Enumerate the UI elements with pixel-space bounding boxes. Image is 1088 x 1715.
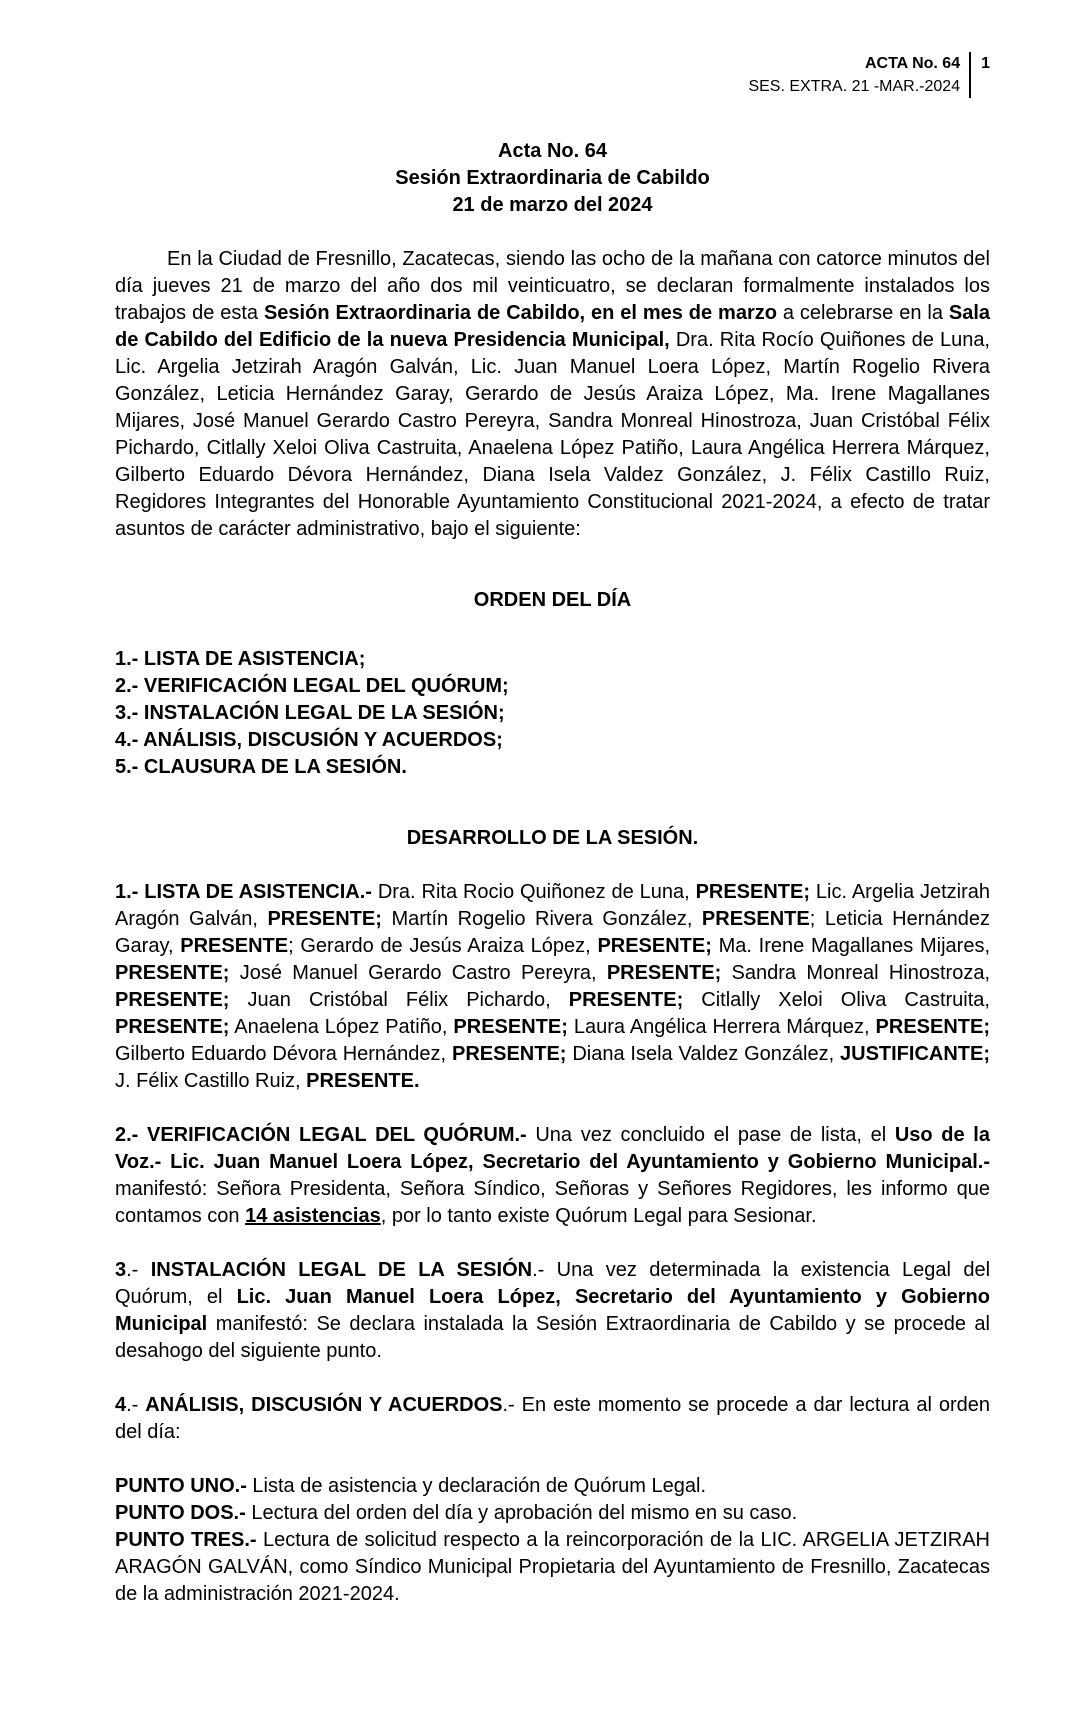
title-line-session: Sesión Extraordinaria de Cabildo	[395, 167, 710, 189]
acta-number-label: ACTA No. 64	[864, 55, 961, 72]
analysis-paragraph: 4.- ANÁLISIS, DISCUSIÓN Y ACUERDOS.- En este momento se procede a dar lectura al orden del día:	[115, 1394, 990, 1443]
agenda-item-4: 4.- ANÁLISIS, DISCUSIÓN Y ACUERDOS;	[115, 729, 503, 751]
running-header	[115, 52, 990, 98]
running-header-text	[748, 52, 960, 98]
intro-paragraph: En la Ciudad de Fresnillo, Zacatecas, siendo las ocho de la mañana con catorce minutos del día jueves 21 de marzo del año dos mil veinticuatro, se declaran formalmente instalados los trabajos de esta Sesión Extraordinaria de Cabildo, en el mes de marzo a celebrarse en la Sala de Cabildo del Edificio de la nueva Presidencia Municipal, Dra. Rita Rocío Quiñones de Luna, Lic. Argelia Jetzirah Aragón Galván, Lic. Juan Manuel Loera López, Martín Rogelio Rivera González, Leticia Hernández Garay, Gerardo de Jesús Araiza López, Ma. Irene Magallanes Mijares, José Manuel Gerardo Castro Pereyra, Sandra Monreal Hinostroza, Juan Cristóbal Félix Pichardo, Citlally Xeloi Oliva Castruita, Anaelena López Patiño, Laura Angélica Herrera Márquez, Gilberto Eduardo Dévora Hernández, Diana Isela Valdez González, J. Félix Castillo Ruiz, Regidores Integrantes del Honorable Ayuntamiento Constitucional 2021-2024, a efecto de tratar asuntos de carácter administrativo, bajo el siguiente:	[115, 248, 991, 540]
session-development-heading: DESARROLLO DE LA SESIÓN.	[406, 827, 699, 849]
agenda-item-1: 1.- LISTA DE ASISTENCIA;	[115, 648, 366, 670]
attendance-paragraph: 1.- LISTA DE ASISTENCIA.- Dra. Rita Rocio Quiñonez de Luna, PRESENTE; Lic. Argelia Jetzirah Aragón Galván, PRESENTE; Martín Rogelio Rivera González, PRESENTE; Leticia Hernández Garay, PRESENTE; Gerardo de Jesús Araiza López, PRESENTE; Ma. Irene Magallanes Mijares, PRESENTE; José Manuel Gerardo Castro Pereyra, PRESENTE; Sandra Monreal Hinostroza, PRESENTE; Juan Cristóbal Félix Pichardo, PRESENTE; Citlally Xeloi Oliva Castruita, PRESENTE; Anaelena López Patiño, PRESENTE; Laura Angélica Herrera Márquez, PRESENTE; Gilberto Eduardo Dévora Hernández, PRESENTE; Diana Isela Valdez González, JUSTIFICANTE; J. Félix Castillo Ruiz, PRESENTE.	[115, 881, 991, 1092]
agenda-item-5: 5.- CLAUSURA DE LA SESIÓN.	[115, 756, 407, 778]
title-line-acta: Acta No. 64	[498, 140, 607, 162]
installation-paragraph: 3.- INSTALACIÓN LEGAL DE LA SESIÓN.- Una vez determinada la existencia Legal del Quórum, el Lic. Juan Manuel Loera López, Secretario del Ayuntamiento y Gobierno Municipal manifestó: Se declara instalada la Sesión Extraordinaria de Cabildo y se procede al desahogo del siguiente punto.	[115, 1259, 991, 1362]
title-block	[115, 138, 990, 219]
agenda-item-2: 2.- VERIFICACIÓN LEGAL DEL QUÓRUM;	[115, 675, 509, 697]
puntos-block	[115, 1473, 990, 1608]
session-date-label: SES. EXTRA. 21 -MAR.-2024	[748, 78, 961, 95]
punto-uno-paragraph: PUNTO UNO.- Lista de asistencia y declaración de Quórum Legal.	[115, 1475, 707, 1497]
title-line-date: 21 de marzo del 2024	[452, 194, 653, 216]
agenda-list	[115, 646, 990, 781]
page-number: 1	[969, 52, 990, 98]
quorum-paragraph: 2.- VERIFICACIÓN LEGAL DEL QUÓRUM.- Una vez concluido el pase de lista, el Uso de la Voz.- Lic. Juan Manuel Loera López, Secretario del Ayuntamiento y Gobierno Municipal.- manifestó: Señora Presidenta, Señora Síndico, Señoras y Señores Regidores, les informo que contamos con 14 asistencias, por lo tanto existe Quórum Legal para Sesionar.	[115, 1124, 990, 1227]
agenda-item-3: 3.- INSTALACIÓN LEGAL DE LA SESIÓN;	[115, 702, 505, 724]
punto-dos-paragraph: PUNTO DOS.- Lectura del orden del día y aprobación del mismo en su caso.	[115, 1502, 798, 1524]
agenda-heading: ORDEN DEL DÍA	[473, 589, 632, 611]
punto-tres-paragraph: PUNTO TRES.- Lectura de solicitud respecto a la reincorporación de la LIC. ARGELIA JETZIRAH ARAGÓN GALVÁN, como Síndico Municipal Propietaria del Ayuntamiento de Fresnillo, Zacatecas de la administración 2021-2024.	[115, 1529, 990, 1605]
